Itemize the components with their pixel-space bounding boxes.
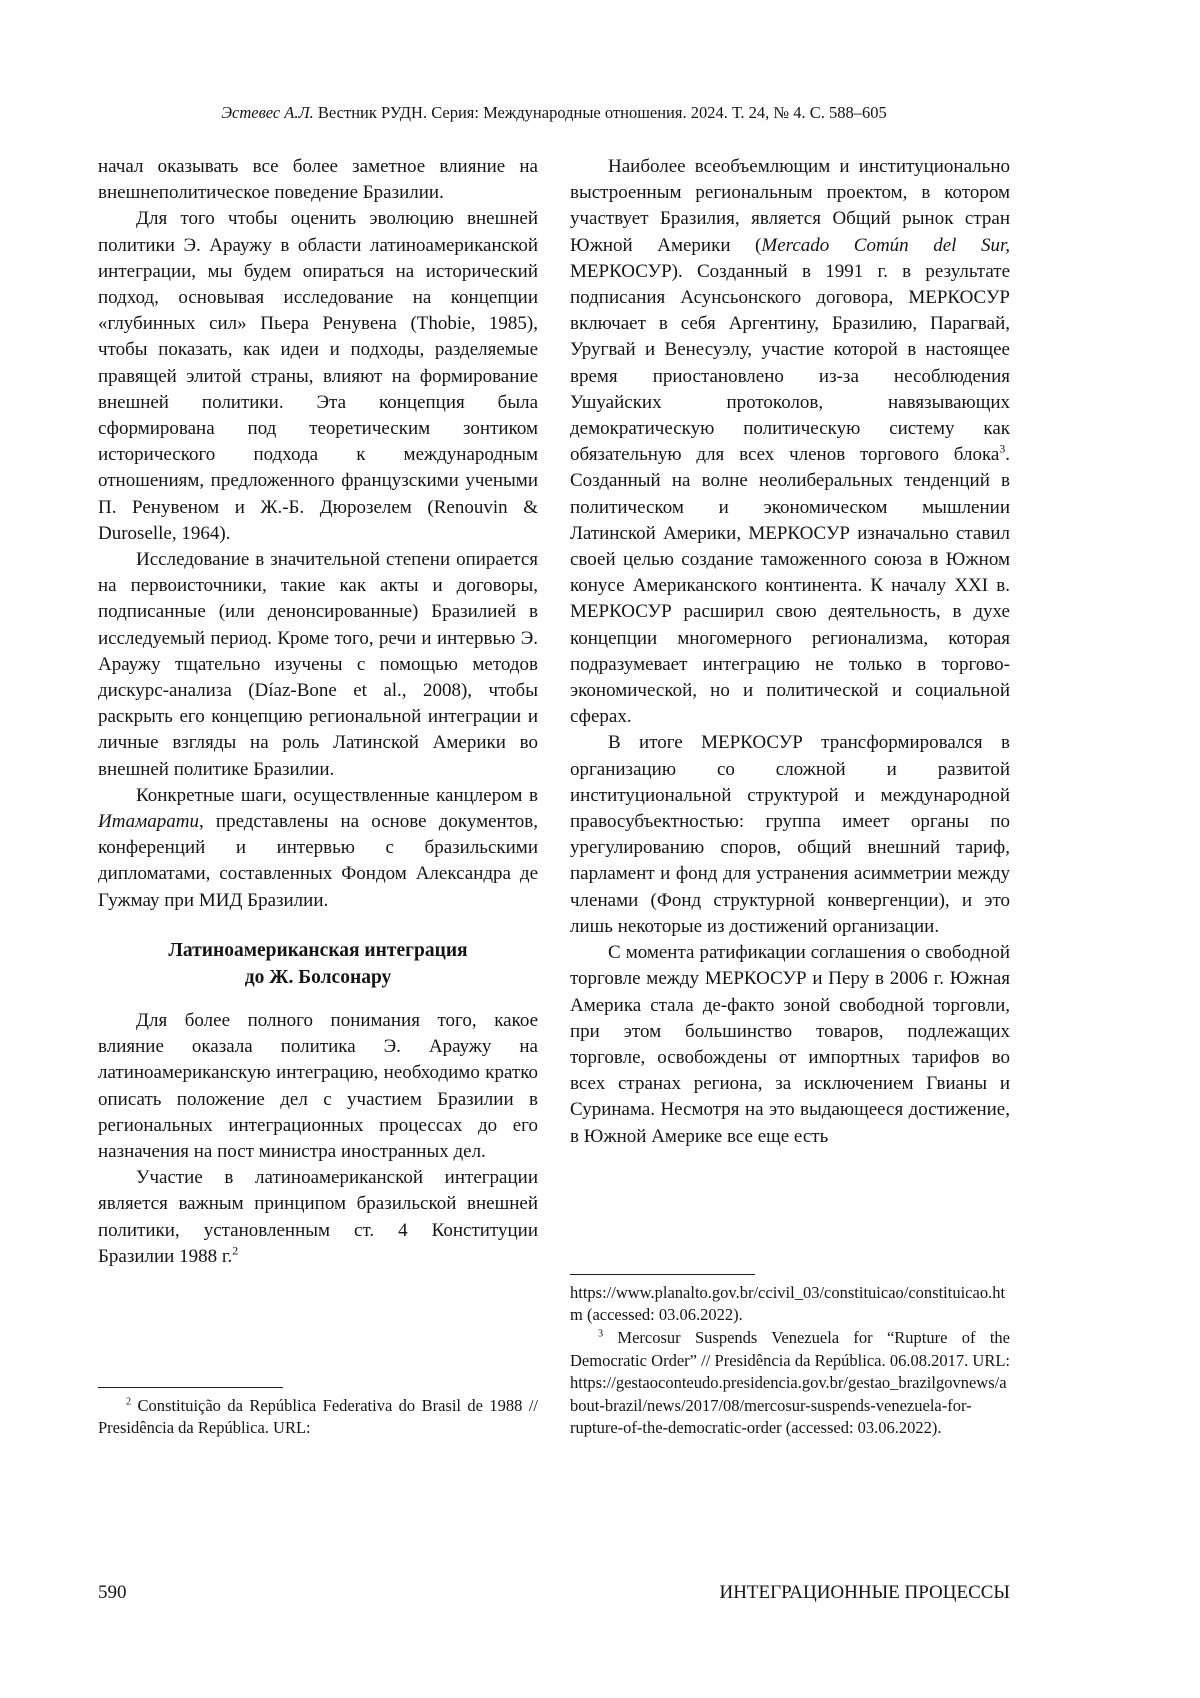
paragraph-text: , представлены на основе документов, конференций и интервью с бразильскими дипломатами, составленных Фондом Александра де Гужмау при МИД Бразилии. [98, 811, 538, 911]
page-footer [98, 1582, 1010, 1604]
paragraph [570, 154, 1010, 730]
paragraph: Для того чтобы оценить эволюцию внешней политики Э. Араужу в области латиноамериканской интеграции, мы будем опираться на исторический подход, основывая исследование на концепции «глубинных сил» Пьера Ренувена (Thobie, 1985), чтобы показать, как идеи и подходы, разделяемые правящей элитой страны, влияют на формирование внешней политики. Эта концепция была сформирована под теоретическим зонтиком исторического подхода к международным отношениям, предложенного французскими учеными П. Ренувеном и Ж.-Б. Дюрозелем (Renouvin & Duroselle, 1964). [98, 208, 538, 544]
footnote [98, 1395, 538, 1440]
footnote: https://www.planalto.gov.br/ccivil_03/constituicao/constituicao.htm (accessed: 03.06.2022). [570, 1282, 1006, 1325]
footnote-text: Constituição da República Federativa do Brasil de 1988 // Presidência da República. URL: [98, 1395, 538, 1438]
italic-term: Итамарати [98, 811, 200, 833]
footnote-marker: 2 [232, 1244, 239, 1258]
footnote-marker: 3 [999, 442, 1006, 456]
left-column [98, 154, 538, 1440]
footnote-number: 2 [126, 1396, 132, 1408]
right-footnote-block [570, 1264, 1010, 1440]
footnote-separator [98, 1387, 283, 1388]
running-head-citation: Вестник РУДН. Серия: Международные отношения. 2024. Т. 24, № 4. С. 588–605 [313, 103, 887, 122]
paragraph-text: Наиболее всеобъемлющим и институционально выстроенным региональным проектом, в котором участвует Бразилия, является Общий рынок стран Южной Америки ( [570, 156, 1010, 256]
page-number: 590 [98, 1582, 127, 1603]
two-column-body [98, 154, 1010, 1440]
footnote [570, 1327, 1010, 1440]
paragraph-text: Участие в латиноамериканской интеграции является важным принципом бразильской внешней политики, установленным ст. 4 Конституции Бразилии 1988 г. [98, 1167, 538, 1267]
paragraph-text: . Созданный на волне неолиберальных тенденций в политическом и экономическом мышлении Латинской Америки, МЕРКОСУР изначально ставил своей целью создание таможенного союза в Южном конусе Американского континента. К началу XXI в. МЕРКОСУР расширил свою деятельность, в духе концепции многомерного регионализма, которая подразумевает интеграцию не только в торгово-экономической, но и политической и социальной сферах. [570, 444, 1010, 728]
right-column [570, 154, 1010, 1440]
footnote-number: 3 [598, 1328, 604, 1340]
running-head-author: Эстевес А.Л. [221, 103, 314, 122]
italic-term: Mercado Común del Sur, [761, 234, 1011, 256]
footnote-text: Mercosur Suspends Venezuela for “Rupture of the Democratic Order” // Presidência da República. 06.08.2017. URL: https://gestaoconteudo.presidencia.gov.br/gestao_brazilgovnews/about-brazil/news/2017/08/mercosur-suspends-venezuela-for-rupture-of-the-democratic-order (accessed: 03.06.2022). [570, 1328, 1010, 1438]
paragraph: Исследование в значительной степени опирается на первоисточники, такие как акты и договоры, подписанные (или денонсированные) Бразилией в исследуемый период. Кроме того, речи и интервью Э. Араужу тщательно изучены с помощью методов дискурс-анализа (Díaz-Bone et al., 2008), чтобы раскрыть его концепцию региональной интеграции и личные взгляды на роль Латинской Америки во внешней политике Бразилии. [98, 549, 538, 780]
left-footnote-block [98, 1377, 538, 1440]
paragraph-text: Конкретные шаги, осуществленные канцлером в [136, 784, 538, 806]
footnote-separator [570, 1274, 755, 1275]
section-heading-line1: Латиноамериканская интеграция [168, 939, 468, 961]
running-head [98, 102, 1010, 124]
running-footer-section: ИНТЕГРАЦИОННЫЕ ПРОЦЕССЫ [719, 1582, 1010, 1603]
section-heading-line2: до Ж. Болсонару [244, 966, 392, 988]
paragraph: С момента ратификации соглашения о свободной торговле между МЕРКОСУР и Перу в 2006 г. Южная Америка стала де-факто зоной свободной торговли, при этом большинство товаров, подлежащих торговле, освобождены от импортных тарифов во всех странах региона, за исключением Гвианы и Суринама. Несмотря на это выдающееся достижение, в Южной Америке все еще есть [570, 942, 1010, 1147]
paragraph-text: МЕРКОСУР). Созданный в 1991 г. в результате подписания Асунсьонского договора, МЕРКОСУР включает в себя Аргентину, Бразилию, Парагвай, Уругвай и Венесуэлу, участие которой в настоящее время приостановлено из-за несоблюдения Ушуайских протоколов, навязывающих демократическую политическую систему как обязательную для всех членов торгового блока [570, 260, 1010, 466]
paragraph: Для более полного понимания того, какое влияние оказала политика Э. Араужу на латиноамериканскую интеграцию, необходимо кратко описать положение дел с участием Бразилии в региональных интеграционных процессах до его назначения на пост министра иностранных дел. [98, 1009, 538, 1162]
paragraph: начал оказывать все более заметное влияние на внешнеполитическое поведение Бразилии. [98, 156, 538, 204]
section-heading [98, 937, 538, 991]
paragraph [98, 1165, 538, 1270]
paragraph: В итоге МЕРКОСУР трансформировался в организацию со сложной и развитой институциональной структурой и международной правосубъектностью: группа имеет органы по урегулированию споров, общий внешний тариф, парламент и фонд для устранения асимметрии между членами (Фонд структурной конвергенции), и это лишь некоторые из достижений организации. [570, 732, 1010, 937]
paragraph [98, 783, 538, 914]
